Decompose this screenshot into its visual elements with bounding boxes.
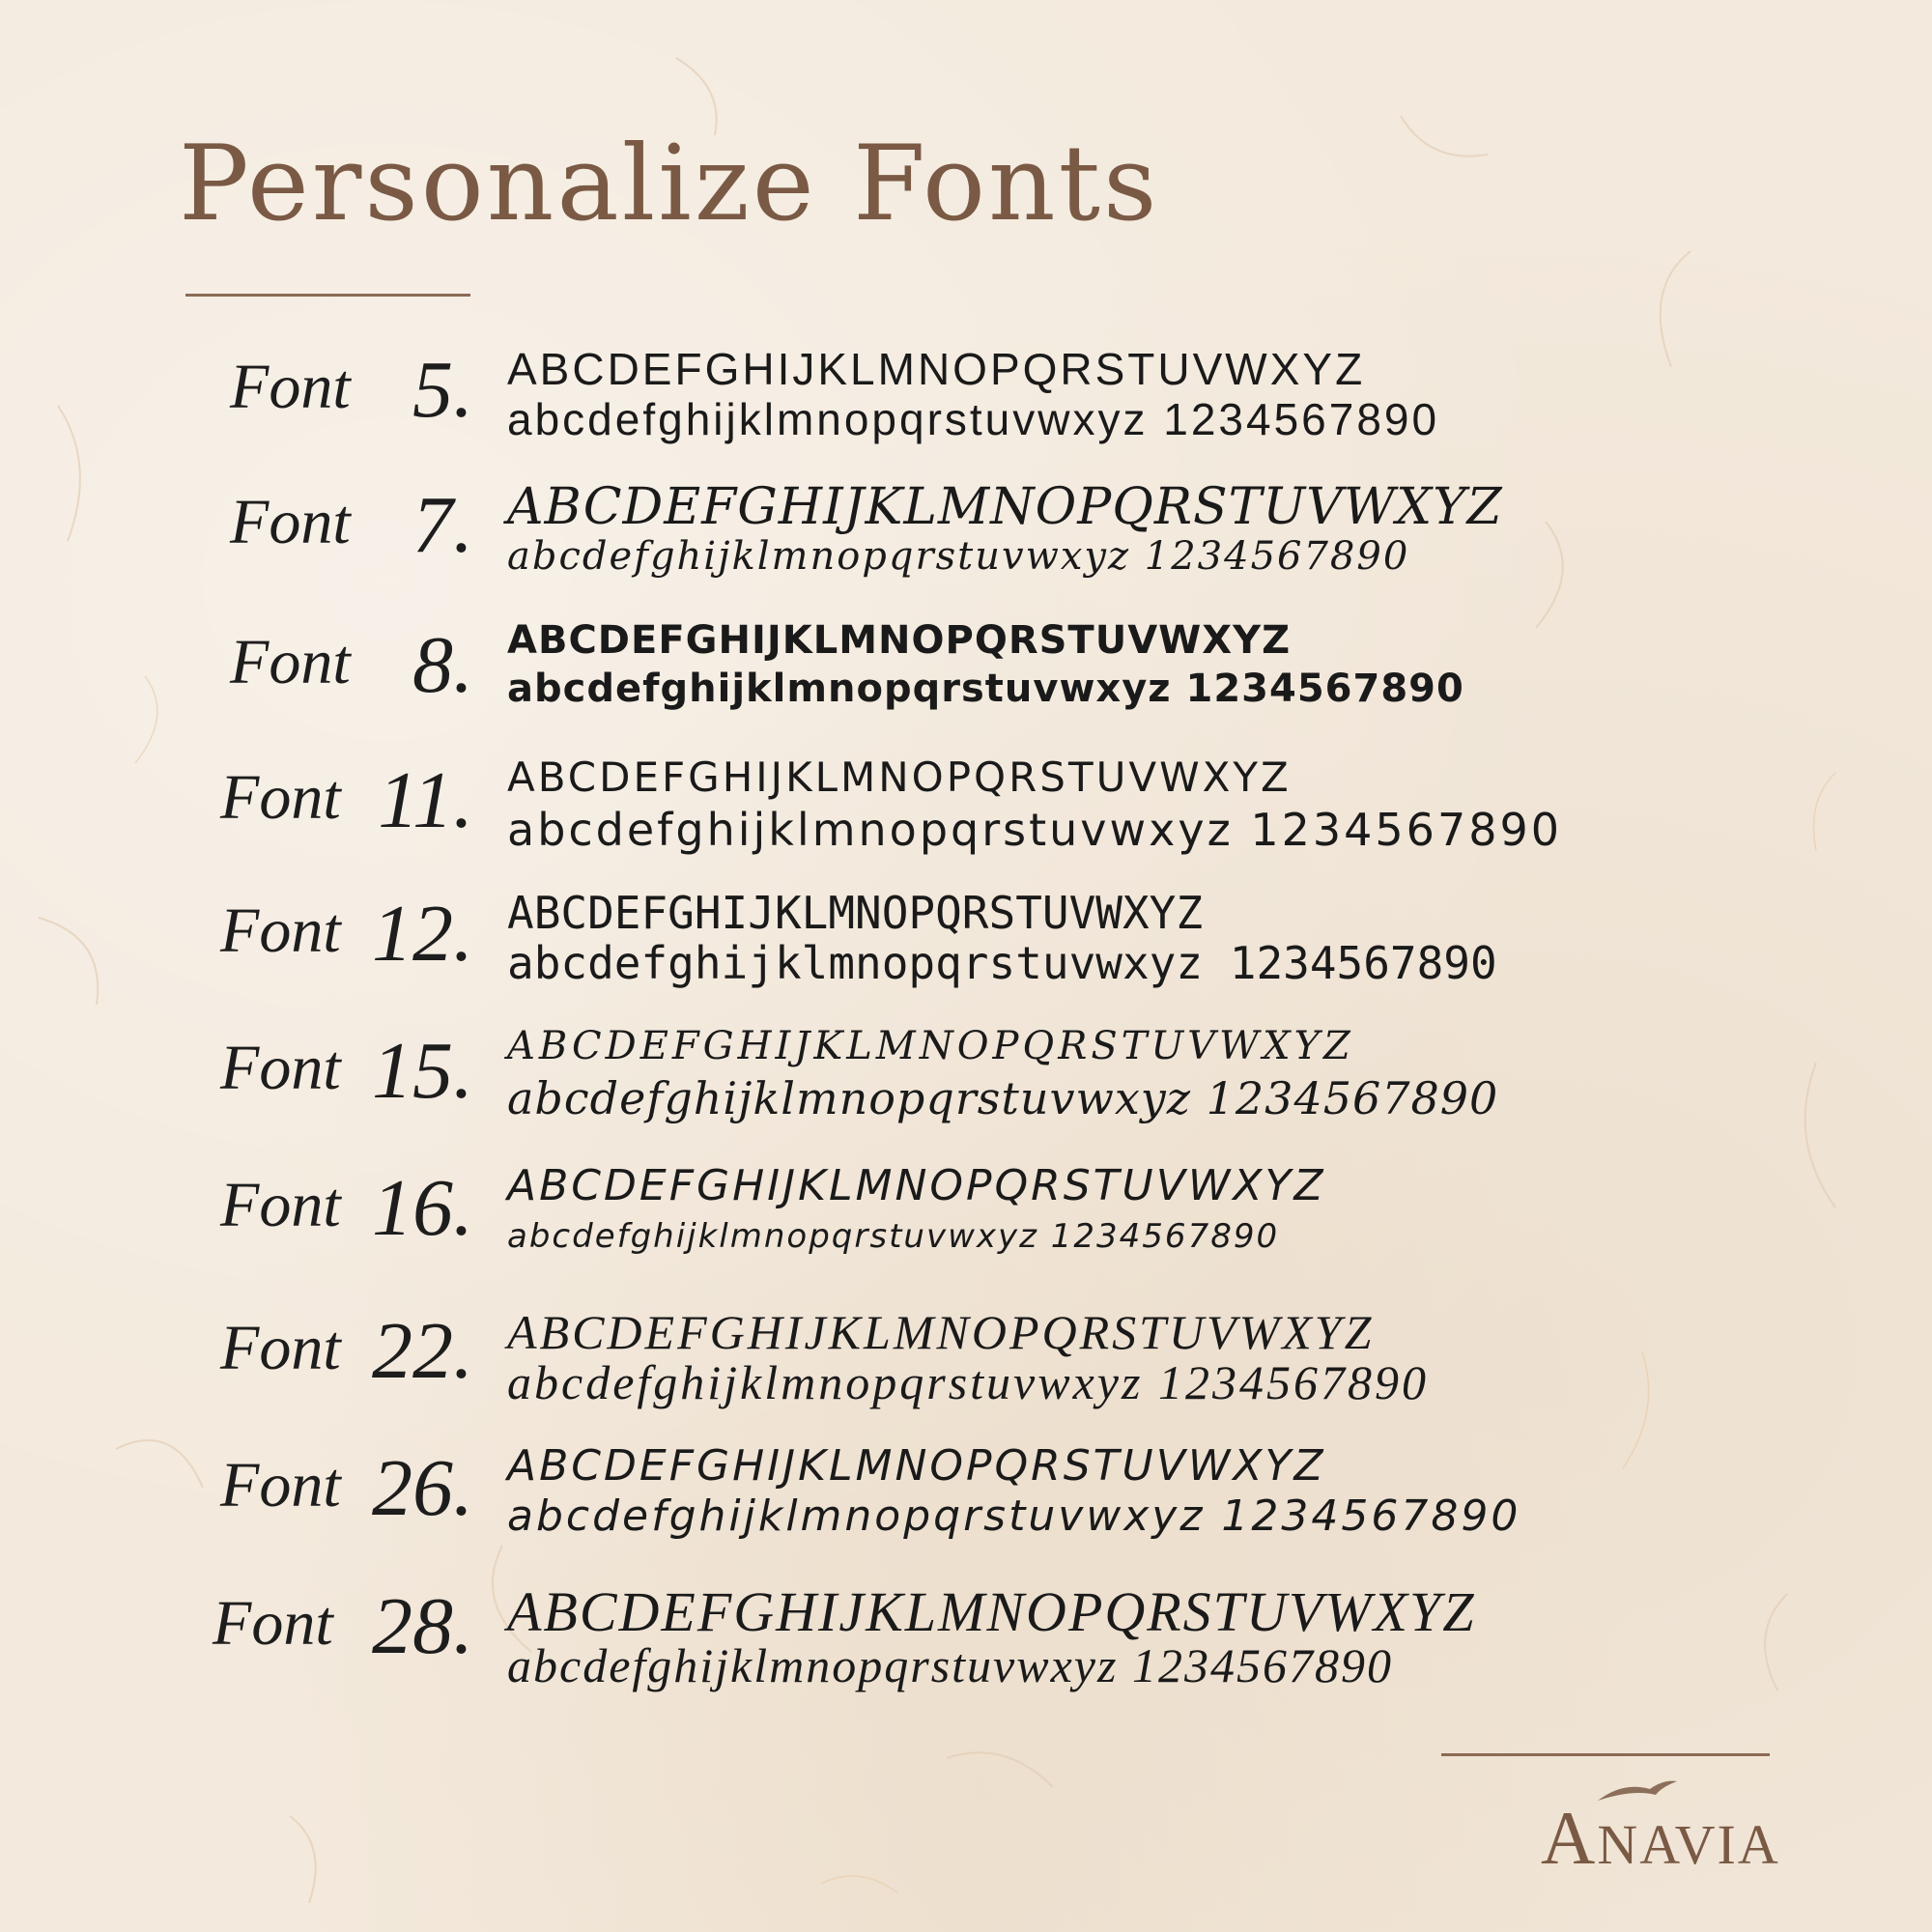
font-sample-row [0, 887, 1932, 1022]
font-label: Font [230, 487, 351, 557]
font-number: 15. [372, 1026, 473, 1116]
uppercase-sample: ABCDEFGHIJKLMNOPQRSTUVWXYZ [507, 618, 1292, 663]
font-number: 28. [372, 1581, 473, 1671]
uppercase-sample: ABCDEFGHIJKLMNOPQRSTUVWXYZ [507, 1305, 1375, 1359]
page-title: Personalize Fonts [179, 124, 1160, 244]
font-sample-row [0, 1024, 1932, 1159]
uppercase-sample: ABCDEFGHIJKLMNOPQRSTUVWXYZ [507, 1441, 1326, 1491]
lowercase-sample: abcdefghijklmnopqrstuvwxyz 1234567890 [507, 667, 1464, 711]
font-sample-row [0, 618, 1932, 753]
lowercase-sample: abcdefghijklmnopqrstuvwxyz 1234567890 [507, 937, 1497, 989]
font-sample-row [0, 478, 1932, 613]
title-divider [185, 294, 470, 297]
font-sample-row [0, 1161, 1932, 1296]
uppercase-sample: ABCDEFGHIJKLMNOPQRSTUVWXYZ [507, 753, 1292, 801]
font-label: Font [220, 1313, 341, 1383]
uppercase-sample: ABCDEFGHIJKLMNOPQRSTUVWXYZ [507, 887, 1204, 939]
lowercase-sample: abcdefghijklmnopqrstuvwxyz 1234567890 [507, 534, 1410, 579]
font-number: 26. [372, 1443, 473, 1533]
font-number: 16. [372, 1163, 473, 1253]
uppercase-sample: ABCDEFGHIJKLMNOPQRSTUVWXYZ [507, 1024, 1354, 1068]
font-label: Font [230, 352, 351, 422]
uppercase-sample: ABCDEFGHIJKLMNOPQRSTUVWXYZ [507, 1580, 1476, 1643]
brand-divider [1441, 1753, 1770, 1756]
uppercase-sample: ABCDEFGHIJKLMNOPQRSTUVWXYZ [507, 1161, 1326, 1210]
uppercase-sample: ABCDEFGHIJKLMNOPQRSTUVWXYZ [507, 478, 1503, 536]
lowercase-sample: abcdefghijklmnopqrstuvwxyz 1234567890 [507, 804, 1563, 856]
lowercase-sample: abcdefghijklmnopqrstuvwxyz 1234567890 [507, 1638, 1393, 1692]
font-number: 7. [412, 480, 473, 570]
font-sample-row [0, 343, 1932, 478]
font-label: Font [230, 627, 351, 697]
font-sample-row [0, 1441, 1932, 1577]
lowercase-sample: abcdefghijklmnopqrstuvwxyz 1234567890 [507, 1355, 1429, 1409]
font-label: Font [220, 895, 341, 966]
lowercase-sample: abcdefghijklmnopqrstuvwxyz 1234567890 [507, 1492, 1521, 1541]
brand-logo: ANAVIA [1541, 1796, 1780, 1880]
font-number: 5. [412, 345, 473, 435]
lowercase-sample: abcdefghijklmnopqrstuvwxyz 1234567890 [507, 1072, 1499, 1124]
font-sample-row [0, 1579, 1932, 1715]
lowercase-sample: abcdefghijklmnopqrstuvwxyz 1234567890 [507, 1217, 1280, 1256]
font-sample-row [0, 1304, 1932, 1439]
font-sample-row [0, 753, 1932, 889]
font-number: 22. [372, 1306, 473, 1396]
font-label: Font [213, 1588, 333, 1659]
font-number: 8. [412, 620, 473, 710]
font-number: 11. [378, 755, 473, 845]
font-label: Font [220, 1170, 341, 1240]
font-label: Font [220, 762, 341, 833]
lowercase-sample: abcdefghijklmnopqrstuvwxyz 1234567890 [507, 394, 1440, 444]
uppercase-sample: ABCDEFGHIJKLMNOPQRSTUVWXYZ [507, 344, 1366, 394]
font-number: 12. [372, 889, 473, 979]
font-label: Font [220, 1033, 341, 1103]
font-label: Font [220, 1450, 341, 1520]
